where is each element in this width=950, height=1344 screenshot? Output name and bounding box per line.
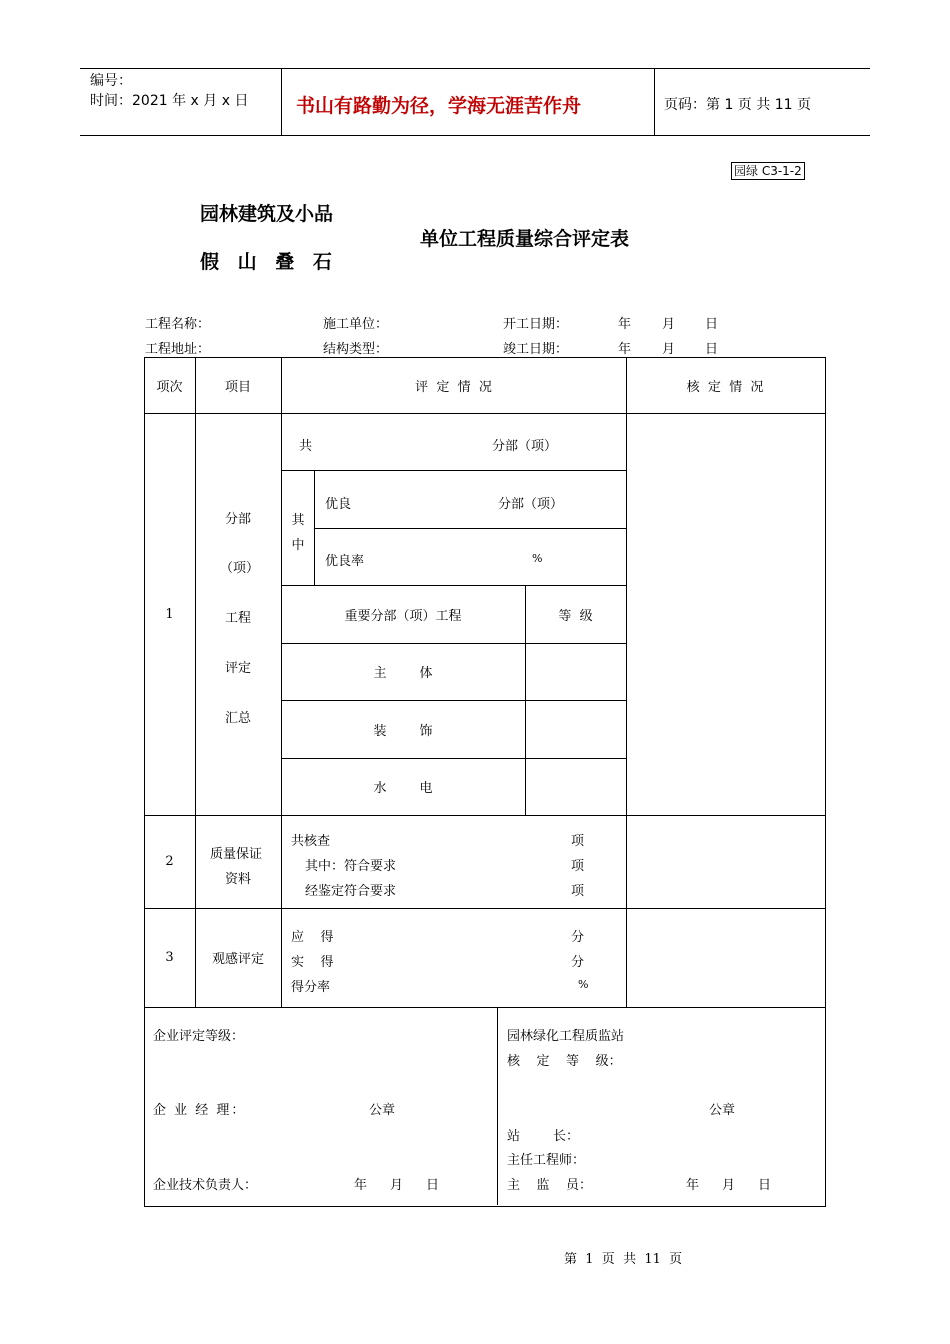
start-month: 月 xyxy=(662,317,676,332)
date-label: 时间：2021 年 x 月 x 日 xyxy=(90,93,249,109)
finish-day: 日 xyxy=(705,342,719,357)
finish-date-label: 竣工日期： xyxy=(503,342,569,357)
excellent-rate-label: 优良率 xyxy=(325,554,365,569)
row1-item-line: 评定 xyxy=(225,661,252,676)
header-bottom-rule xyxy=(80,135,870,136)
header-evaluation: 评 定 情 况 xyxy=(415,379,492,395)
unit-item: 项 xyxy=(571,884,585,899)
header-top-rule xyxy=(80,68,870,69)
start-day: 日 xyxy=(705,317,719,332)
start-date-label: 开工日期： xyxy=(503,317,569,332)
header-item: 项目 xyxy=(224,379,251,395)
table-rule xyxy=(144,1007,825,1008)
unit-point: 分 xyxy=(571,930,585,945)
structure-type-label: 结构类型： xyxy=(323,342,389,357)
station-head-label: 站 长： xyxy=(507,1129,580,1144)
chief-engineer-label: 主任工程师： xyxy=(507,1153,586,1168)
excellent-label: 优良 xyxy=(325,497,352,512)
page-footer: 第 1 页 共 11 页 xyxy=(564,1252,683,1267)
should-get: 应 得 xyxy=(291,930,334,945)
page-info: 页码：第 1 页 共 11 页 xyxy=(664,97,811,113)
company-day: 日 xyxy=(426,1178,440,1193)
finish-month: 月 xyxy=(662,342,676,357)
row3-item: 观感评定 xyxy=(211,952,264,967)
project-address-label: 工程地址： xyxy=(145,342,211,357)
header-index: 项次 xyxy=(156,379,183,395)
header-divider xyxy=(281,68,282,135)
table-rule xyxy=(144,815,825,816)
row2-item-line: 质量保证 xyxy=(210,847,263,862)
subitem-water-electric: 水 电 xyxy=(373,781,433,796)
station-year: 年 xyxy=(686,1178,700,1193)
station-seal: 公章 xyxy=(709,1103,736,1118)
header-verification: 核 定 情 况 xyxy=(686,379,764,395)
start-year: 年 xyxy=(618,317,632,332)
row1-item-line: 工程 xyxy=(225,611,252,626)
category-title-1: 园林建筑及小品 xyxy=(200,203,334,225)
excellent-rate-percent: % xyxy=(532,552,543,565)
finish-year: 年 xyxy=(618,342,632,357)
category-title-2: 假 山 叠 石 xyxy=(200,251,338,273)
row1-item-line: 汇总 xyxy=(225,711,252,726)
company-grade-label: 企业评定等级： xyxy=(153,1029,245,1044)
excellent-suffix: 分部（项） xyxy=(498,497,564,512)
row1-item-line: （项） xyxy=(220,561,260,576)
row3-index: 3 xyxy=(165,950,174,965)
actual-get: 实 得 xyxy=(291,955,334,970)
total-suffix: 分部（项） xyxy=(492,439,558,454)
row1-item-line: 分部 xyxy=(225,512,252,527)
builder-label: 施工单位： xyxy=(323,317,389,332)
company-seal: 公章 xyxy=(369,1103,396,1118)
project-name-label: 工程名称： xyxy=(145,317,211,332)
table-rule xyxy=(497,1007,498,1205)
important-header: 重要分部（项）工程 xyxy=(344,608,462,624)
company-year: 年 xyxy=(354,1178,368,1193)
table-rule xyxy=(626,357,627,1007)
among-label: 其中 xyxy=(291,513,305,553)
station-name: 园林绿化工程质监站 xyxy=(507,1029,625,1044)
table-rule xyxy=(144,413,825,414)
form-code: 园绿 C3-1-2 xyxy=(731,162,805,180)
row2-index: 2 xyxy=(165,854,174,869)
row2-item-line: 资料 xyxy=(225,872,252,887)
grade-header: 等 级 xyxy=(558,608,593,624)
checked-total: 共核查 xyxy=(291,834,331,849)
table-rule xyxy=(314,470,315,585)
company-month: 月 xyxy=(390,1178,404,1193)
supervisor-label: 主 监 员： xyxy=(507,1178,593,1193)
score-rate: 得分率 xyxy=(291,980,331,995)
compliant: 其中：符合要求 xyxy=(305,859,397,874)
total-prefix: 共 xyxy=(299,439,313,454)
motto: 书山有路勤为径，学海无涯苦作舟 xyxy=(296,95,582,117)
row1-index: 1 xyxy=(165,606,174,622)
table-rule xyxy=(314,528,626,529)
unit-item: 项 xyxy=(571,859,585,874)
appraised-compliant: 经鉴定符合要求 xyxy=(305,884,397,899)
subitem-main-body: 主 体 xyxy=(373,666,433,681)
table-rule xyxy=(281,470,626,471)
station-day: 日 xyxy=(758,1178,772,1193)
station-month: 月 xyxy=(722,1178,736,1193)
header-divider xyxy=(654,68,655,135)
unit-point: 分 xyxy=(571,955,585,970)
verified-grade-label: 核 定 等 级： xyxy=(507,1054,622,1069)
unit-percent: % xyxy=(578,978,589,991)
company-tech-label: 企业技术负责人： xyxy=(153,1178,258,1193)
serial-label: 编号： xyxy=(90,73,132,89)
unit-item: 项 xyxy=(571,834,585,849)
company-manager-label: 企 业 经 理： xyxy=(153,1103,247,1118)
subitem-decoration: 装 饰 xyxy=(373,723,433,739)
page-title: 单位工程质量综合评定表 xyxy=(420,228,630,250)
